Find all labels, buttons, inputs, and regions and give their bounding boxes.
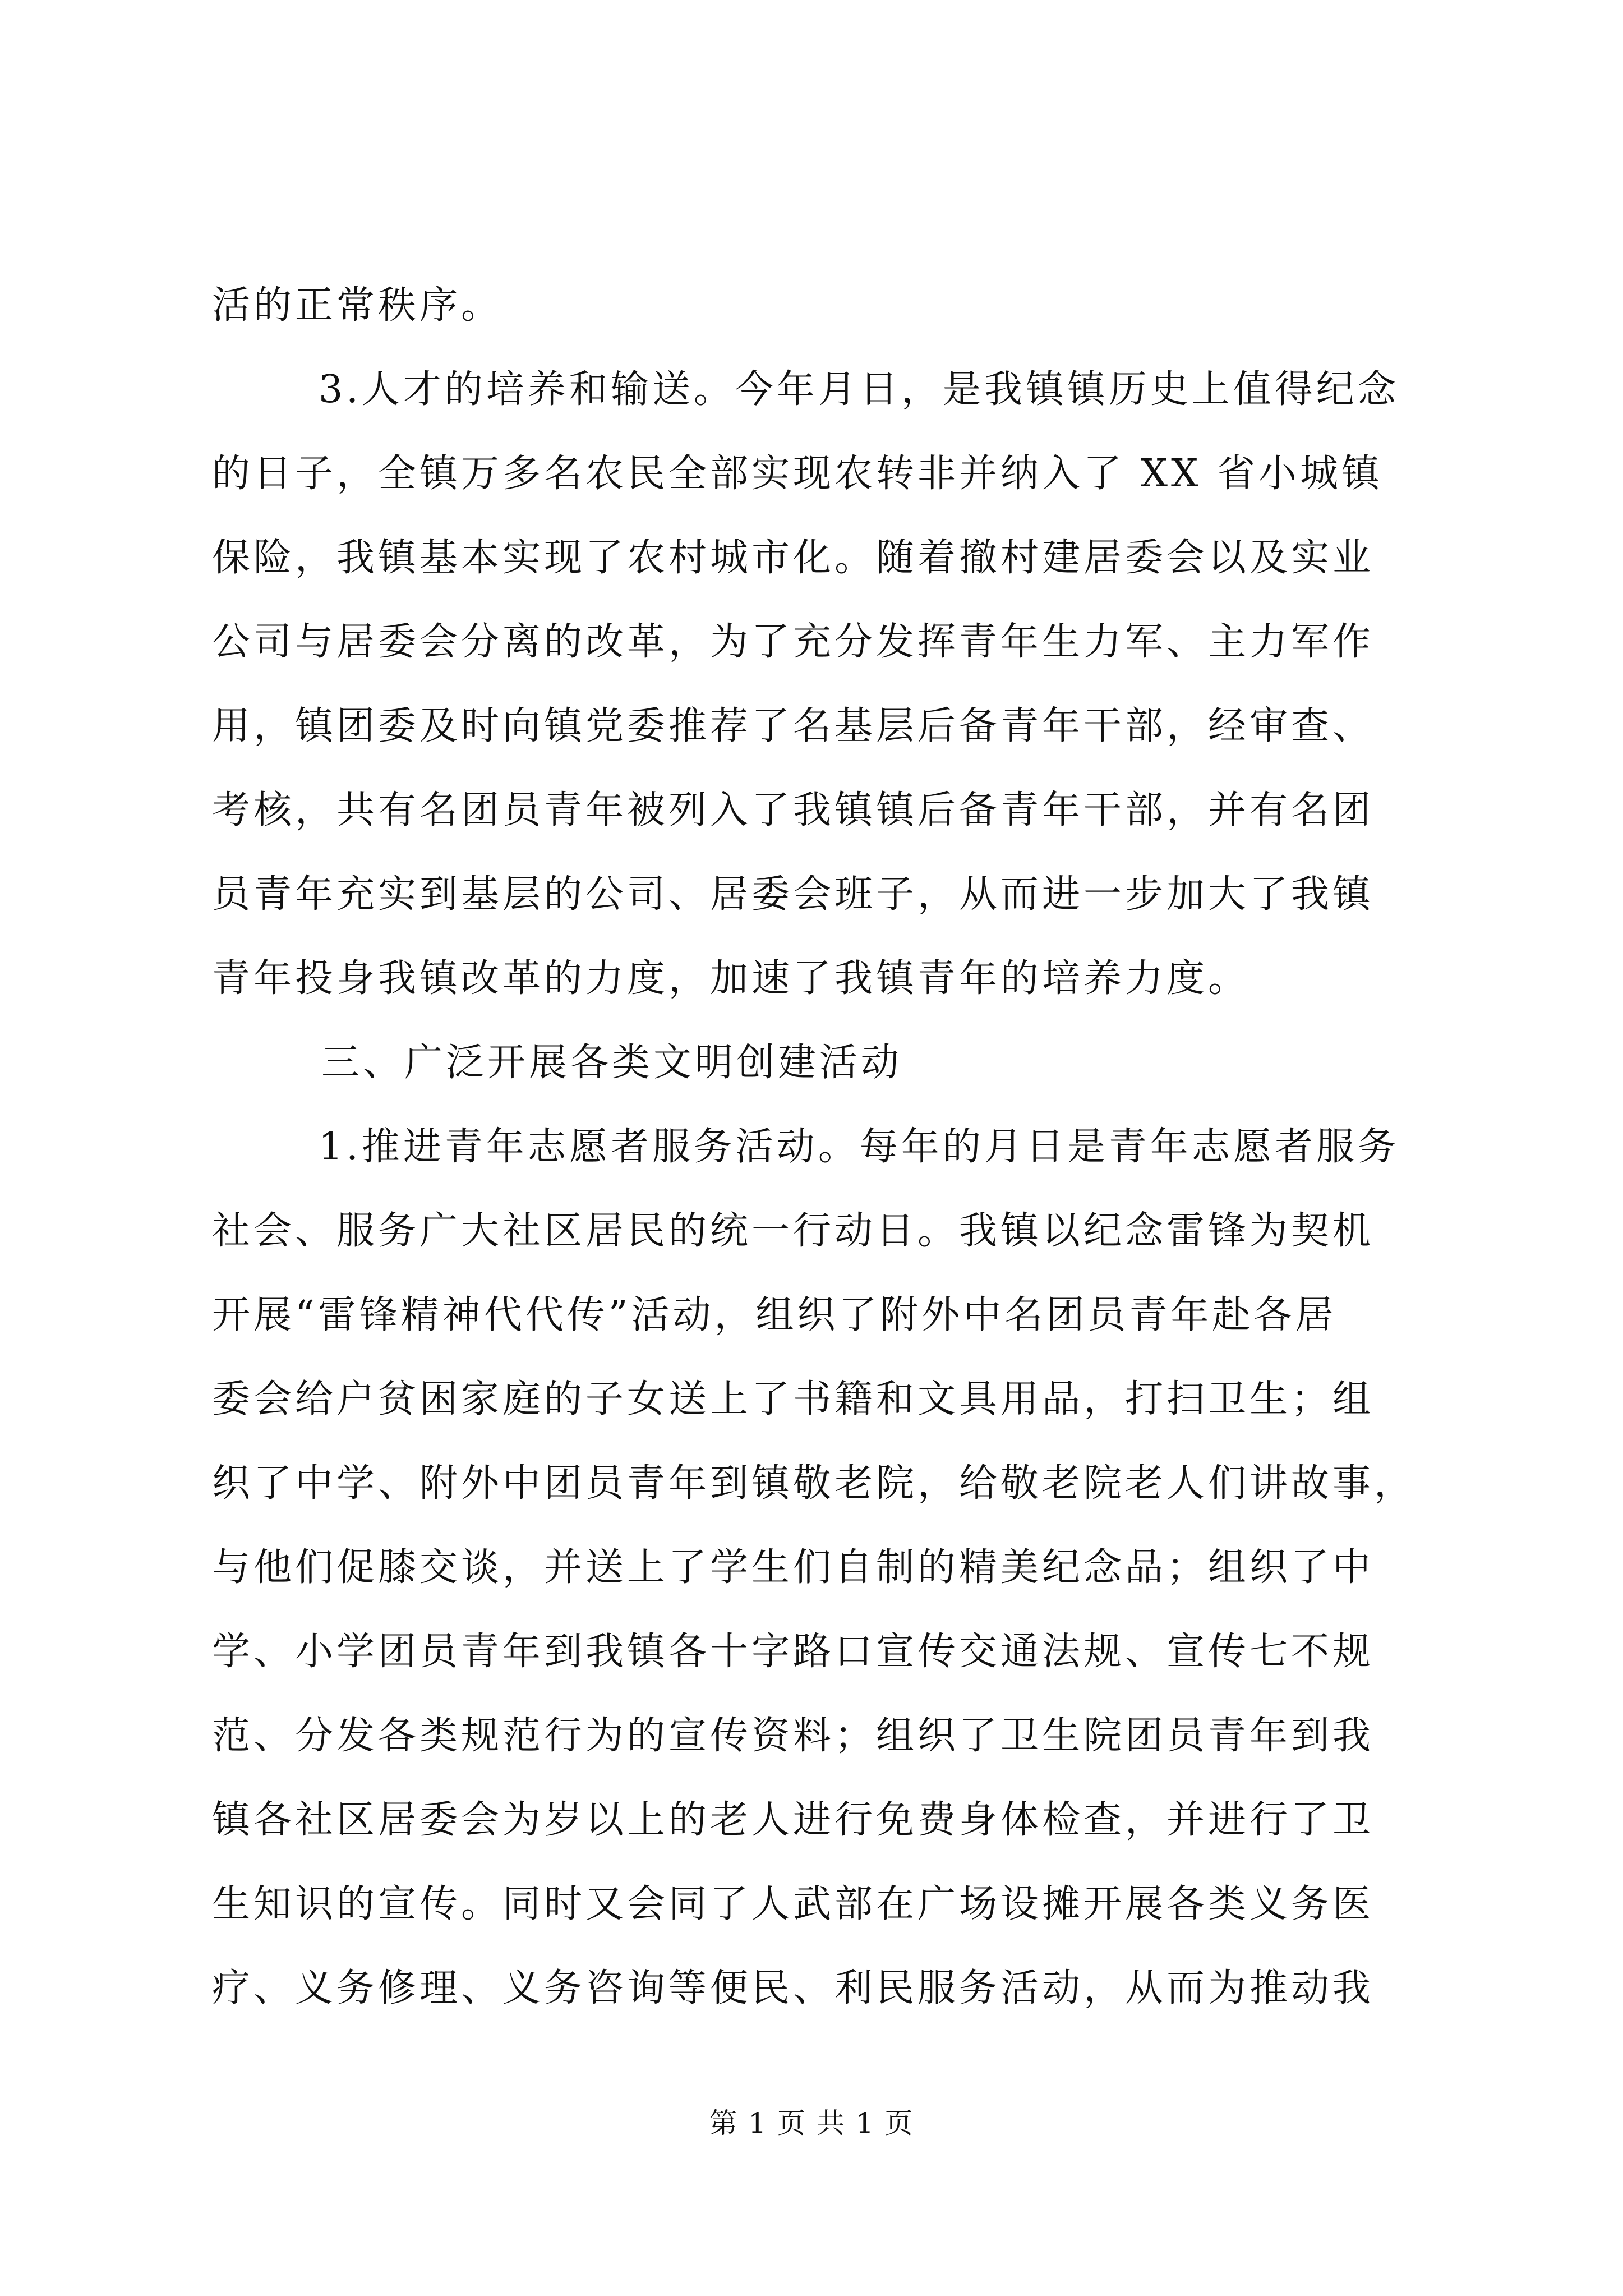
text-line: 用，镇团委及时向镇党委推荐了名基层后备青年干部，经审查、 <box>212 704 1375 748</box>
text-line: 镇各社区居委会为岁以上的老人进行免费身体检查，并进行了卫 <box>212 1798 1375 1842</box>
paragraph-start-line: 3.人才的培养和输送。今年月日，是我镇镇历史上值得纪念 <box>319 367 1399 412</box>
text-line: 委会给户贫困家庭的子女送上了书籍和文具用品，打扫卫生；组 <box>212 1377 1375 1421</box>
text-line: 开展“雷锋精神代代传”活动，组织了附外中名团员青年赴各居 <box>212 1293 1337 1337</box>
text-line: 生知识的宣传。同时又会同了人武部在广场设摊开展各类义务医 <box>212 1882 1375 1926</box>
text-line: 学、小学团员青年到我镇各十字路口宣传交通法规、宣传七不规 <box>212 1630 1375 1674</box>
page-footer: 第 1 页 共 1 页 <box>709 2107 914 2139</box>
document-body <box>212 264 1435 2031</box>
text-line: 范、分发各类规范行为的宣传资料；组织了卫生院团员青年到我 <box>212 1714 1375 1758</box>
section-heading: 三、广泛开展各类文明创建活动 <box>321 1041 903 1085</box>
text-line: 青年投身我镇改革的力度，加速了我镇青年的培养力度。 <box>212 956 1250 1001</box>
text-line: 员青年充实到基层的公司、居委会班子，从而进一步加大了我镇 <box>212 872 1375 917</box>
text-line: 考核，共有名团员青年被列入了我镇镇后备青年干部，并有名团 <box>212 788 1375 832</box>
text-line: 活的正常秩序。 <box>212 283 503 328</box>
paragraph-start-line: 1.推进青年志愿者服务活动。每年的月日是青年志愿者服务 <box>319 1125 1399 1169</box>
text-line: 疗、义务修理、义务咨询等便民、利民服务活动，从而为推动我 <box>212 1966 1375 2010</box>
text-line: 社会、服务广大社区居民的统一行动日。我镇以纪念雷锋为契机 <box>212 1209 1375 1253</box>
text-line: 织了中学、附外中团员青年到镇敬老院，给敬老院老人们讲故事， <box>212 1461 1416 1506</box>
text-line: 公司与居委会分离的改革，为了充分发挥青年生力军、主力军作 <box>212 620 1375 664</box>
text-line: 的日子，全镇万多名农民全部实现农转非并纳入了 XX 省小城镇 <box>212 452 1384 496</box>
text-line: 保险，我镇基本实现了农村城市化。随着撤村建居委会以及实业 <box>212 536 1375 580</box>
text-line: 与他们促膝交谈，并送上了学生们自制的精美纪念品；组织了中 <box>212 1545 1375 1590</box>
